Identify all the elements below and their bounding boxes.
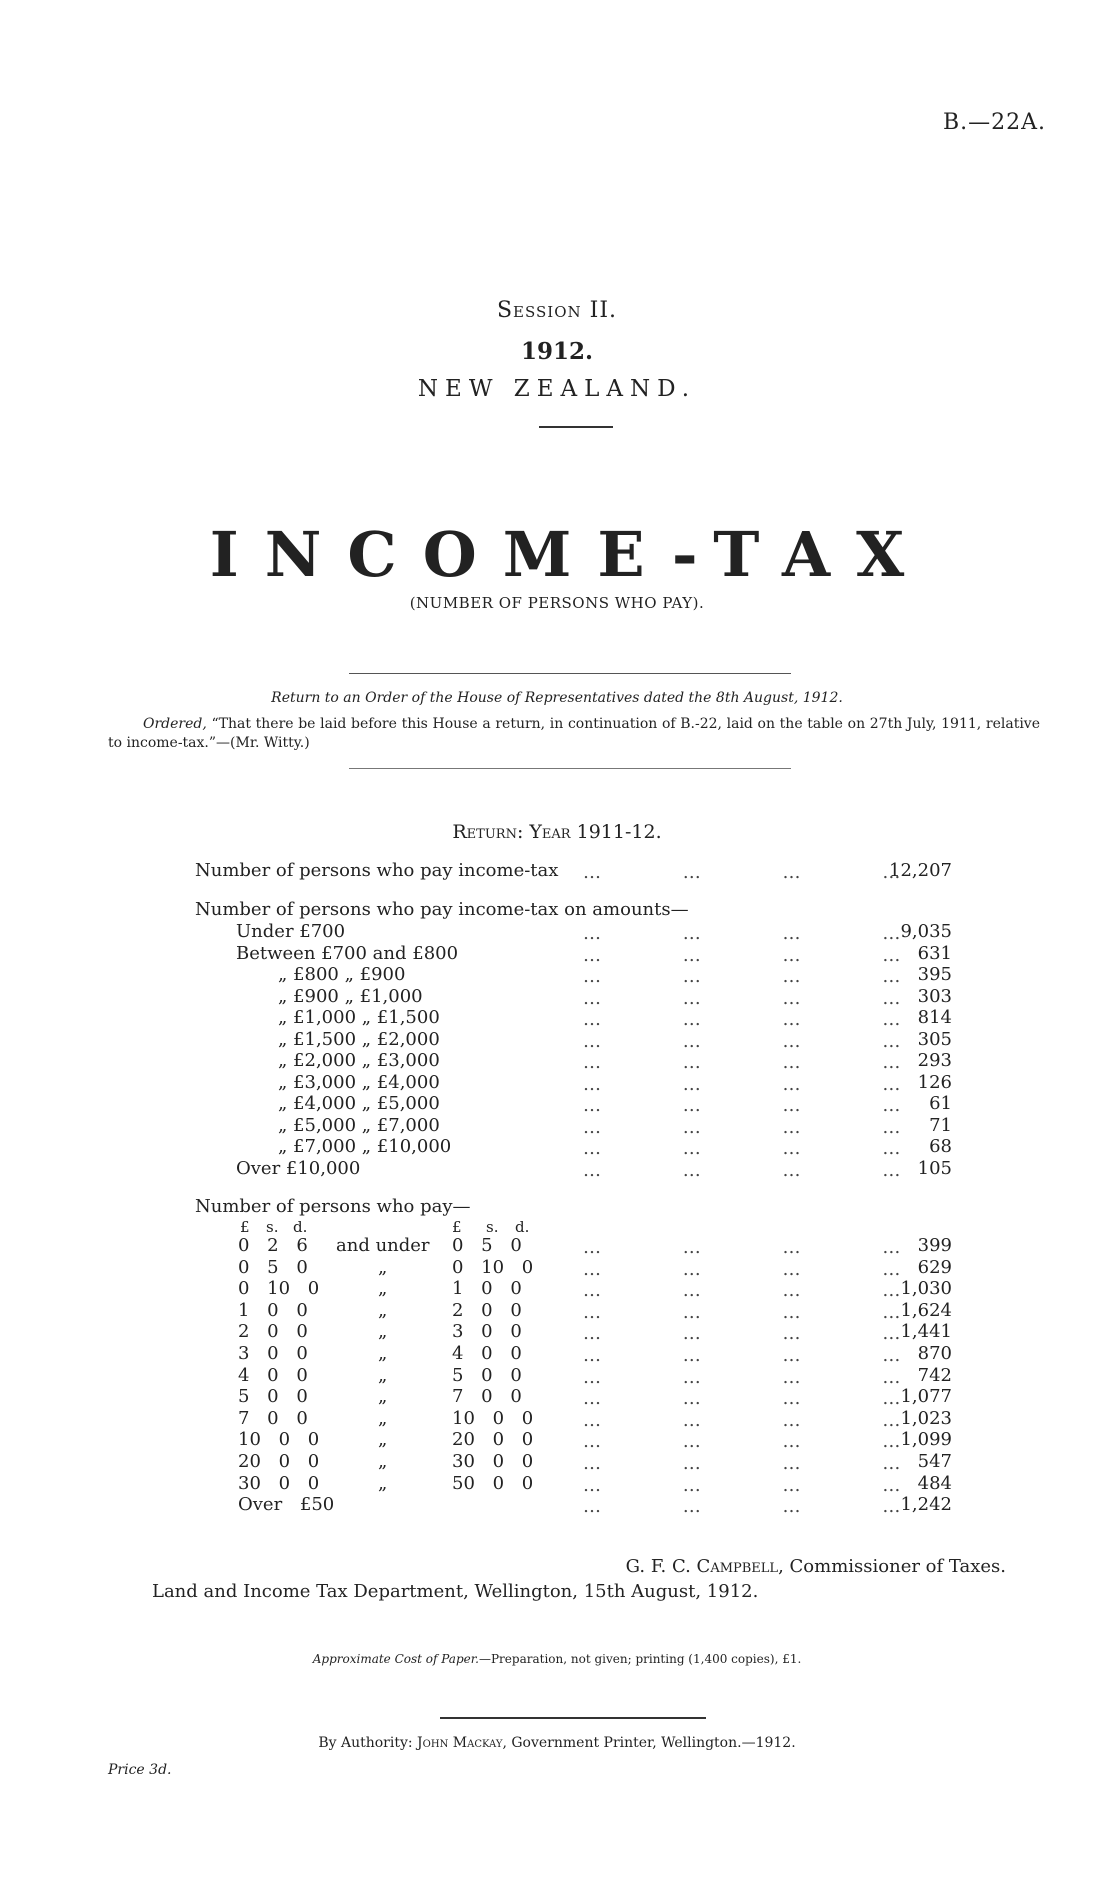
pay-joiner: „ [378, 1321, 388, 1342]
pay-from: Over £50 [238, 1494, 335, 1515]
amount-label: „ £800 „ £900 [278, 964, 406, 985]
pay-from: 2 0 0 [238, 1321, 308, 1342]
pay-value: 1,023 [900, 1408, 952, 1429]
pay-joiner: „ [378, 1429, 388, 1450]
leader-dots: … … … … [583, 1475, 905, 1496]
divider-short [539, 426, 613, 428]
pay-value: 547 [917, 1451, 952, 1472]
pay-value: 399 [917, 1235, 952, 1256]
amount-label: Under £700 [236, 921, 346, 942]
leader-dots: … … … … [583, 1237, 905, 1258]
pay-joiner: „ [378, 1451, 388, 1472]
pay-value: 1,242 [900, 1494, 952, 1515]
department-line: Land and Income Tax Department, Wellington, 15th August, 1912. [152, 1581, 759, 1602]
pay-to: 3 0 0 [452, 1321, 522, 1342]
document-subtitle: (NUMBER OF PERSONS WHO PAY). [409, 594, 705, 612]
amount-value: 126 [917, 1072, 952, 1093]
price-label: Price 3d. [108, 1762, 172, 1778]
amount-label: „ £5,000 „ £7,000 [278, 1115, 440, 1136]
leader-dots: … … … … [583, 988, 905, 1009]
pay-to: 0 5 0 [452, 1235, 522, 1256]
pay-to: 50 0 0 [452, 1473, 534, 1494]
leader-dots: … … … … [583, 1074, 905, 1095]
pay-joiner: „ [378, 1386, 388, 1407]
country-label: NEW ZEALAND. [417, 376, 697, 402]
divider-footer [440, 1717, 706, 1719]
cost-note [0, 1652, 1114, 1666]
authority-prefix: By Authority: [318, 1735, 413, 1751]
pay-to: 7 0 0 [452, 1386, 522, 1407]
pay-from: 0 5 0 [238, 1257, 308, 1278]
pay-from: 7 0 0 [238, 1408, 308, 1429]
amount-label: „ £900 „ £1,000 [278, 986, 423, 1007]
leader-dots: … … … … [583, 1052, 905, 1073]
leader-dots: … … … … [583, 1410, 905, 1431]
pay-value: 1,624 [900, 1300, 952, 1321]
pay-to: 2 0 0 [452, 1300, 522, 1321]
pay-from: 3 0 0 [238, 1343, 308, 1364]
leader-dots: … … … … [583, 1431, 905, 1452]
amount-value: 68 [929, 1136, 952, 1157]
pay-from: 5 0 0 [238, 1386, 308, 1407]
leader-dots: … … … … [583, 1259, 905, 1280]
order-body: “That there be laid before this House a return, in continuation of B.-22, laid on the table on 27th July, 1911, relative to income-tax.”—(Mr. Witty.) [108, 716, 1040, 751]
pay-value: 484 [917, 1473, 952, 1494]
pay-to: 1 0 0 [452, 1278, 522, 1299]
printer-name: John Mackay, [417, 1735, 507, 1751]
pay-from: 0 10 0 [238, 1278, 320, 1299]
leader-dots: … … … … [583, 1302, 905, 1323]
pay-from: 0 2 6 [238, 1235, 308, 1256]
pay-value: 1,441 [900, 1321, 952, 1342]
amount-value: 9,035 [900, 921, 952, 942]
ordered-label: Ordered, [143, 716, 207, 732]
amount-value: 293 [917, 1050, 952, 1071]
pay-value: 1,099 [900, 1429, 952, 1450]
pay-value: 1,077 [900, 1386, 952, 1407]
pay-joiner: „ [378, 1257, 388, 1278]
leader-dots: … … … … [583, 1117, 905, 1138]
leader-dots: … … … … [583, 1009, 905, 1030]
amount-value: 631 [917, 943, 952, 964]
pay-heading: Number of persons who pay— [195, 1196, 471, 1217]
pay-from: 30 0 0 [238, 1473, 320, 1494]
leader-dots: … … … … [583, 1138, 905, 1159]
amount-label: „ £2,000 „ £3,000 [278, 1050, 440, 1071]
amount-label: Over £10,000 [236, 1158, 361, 1179]
authority-line [0, 1735, 1114, 1751]
amount-value: 814 [917, 1007, 952, 1028]
pay-value: 742 [917, 1365, 952, 1386]
pay-joiner: „ [378, 1278, 388, 1299]
authority-suffix: Government Printer, Wellington.—1912. [511, 1735, 796, 1751]
divider [349, 768, 791, 769]
leader-dots: … … … … [583, 862, 905, 883]
pay-joiner: „ [378, 1408, 388, 1429]
amount-label: „ £3,000 „ £4,000 [278, 1072, 440, 1093]
signatory-name: G. F. C. Campbell, [625, 1556, 784, 1577]
currency-header-shilling: s. [266, 1218, 279, 1236]
total-label: Number of persons who pay income-tax [195, 860, 559, 881]
signatory-title: Commissioner of Taxes. [789, 1556, 1006, 1577]
pay-from: 20 0 0 [238, 1451, 320, 1472]
pay-to: 30 0 0 [452, 1451, 534, 1472]
currency-header-pence: d. [515, 1218, 530, 1236]
order-text [108, 715, 1040, 753]
cost-label: Approximate Cost of Paper. [312, 1652, 479, 1666]
leader-dots: … … … … [583, 966, 905, 987]
amount-value: 395 [917, 964, 952, 985]
leader-dots: … … … … [583, 1095, 905, 1116]
currency-header-shilling: s. [486, 1218, 499, 1236]
amount-label: „ £1,000 „ £1,500 [278, 1007, 440, 1028]
currency-header-pound: £ [240, 1218, 250, 1236]
pay-to: 20 0 0 [452, 1429, 534, 1450]
return-heading: Return: Year 1911-12. [452, 821, 662, 843]
pay-joiner: and under [336, 1235, 430, 1256]
amount-value: 71 [929, 1115, 952, 1136]
pay-value: 629 [917, 1257, 952, 1278]
amount-value: 105 [917, 1158, 952, 1179]
pay-from: 1 0 0 [238, 1300, 308, 1321]
pay-to: 10 0 0 [452, 1408, 534, 1429]
currency-header-pound: £ [452, 1218, 462, 1236]
pay-joiner: „ [378, 1365, 388, 1386]
leader-dots: … … … … [583, 923, 905, 944]
signature [626, 1556, 1006, 1577]
leader-dots: … … … … [583, 945, 905, 966]
pay-value: 1,030 [900, 1278, 952, 1299]
amount-label: „ £7,000 „ £10,000 [278, 1136, 452, 1157]
leader-dots: … … … … [583, 1496, 905, 1517]
year-label: 1912. [520, 338, 594, 365]
order-heading: Return to an Order of the House of Representatives dated the 8th August, 1912. [271, 690, 843, 706]
pay-from: 4 0 0 [238, 1365, 308, 1386]
session-label: Session II. [496, 298, 618, 323]
leader-dots: … … … … [583, 1453, 905, 1474]
currency-header-pence: d. [293, 1218, 308, 1236]
pay-joiner: „ [378, 1343, 388, 1364]
leader-dots: … … … … [583, 1160, 905, 1181]
leader-dots: … … … … [583, 1345, 905, 1366]
pay-joiner: „ [378, 1300, 388, 1321]
pay-to: 0 10 0 [452, 1257, 534, 1278]
amount-label: Between £700 and £800 [236, 943, 459, 964]
amounts-heading: Number of persons who pay income-tax on amounts— [195, 899, 689, 920]
divider [349, 673, 791, 674]
amount-value: 61 [929, 1093, 952, 1114]
pay-joiner: „ [378, 1473, 388, 1494]
cost-text: —Preparation, not given; printing (1,400 copies), £1. [478, 1652, 802, 1666]
leader-dots: … … … … [583, 1367, 905, 1388]
pay-to: 4 0 0 [452, 1343, 522, 1364]
leader-dots: … … … … [583, 1323, 905, 1344]
document-reference: B.—22A. [942, 110, 1046, 135]
amount-label: „ £4,000 „ £5,000 [278, 1093, 440, 1114]
leader-dots: … … … … [583, 1388, 905, 1409]
pay-from: 10 0 0 [238, 1429, 320, 1450]
amount-value: 303 [917, 986, 952, 1007]
pay-value: 870 [917, 1343, 952, 1364]
leader-dots: … … … … [583, 1031, 905, 1052]
document-title: INCOME-TAX [209, 518, 931, 591]
pay-to: 5 0 0 [452, 1365, 522, 1386]
amount-value: 305 [917, 1029, 952, 1050]
amount-label: „ £1,500 „ £2,000 [278, 1029, 440, 1050]
total-value: 12,207 [889, 860, 952, 881]
leader-dots: … … … … [583, 1280, 905, 1301]
